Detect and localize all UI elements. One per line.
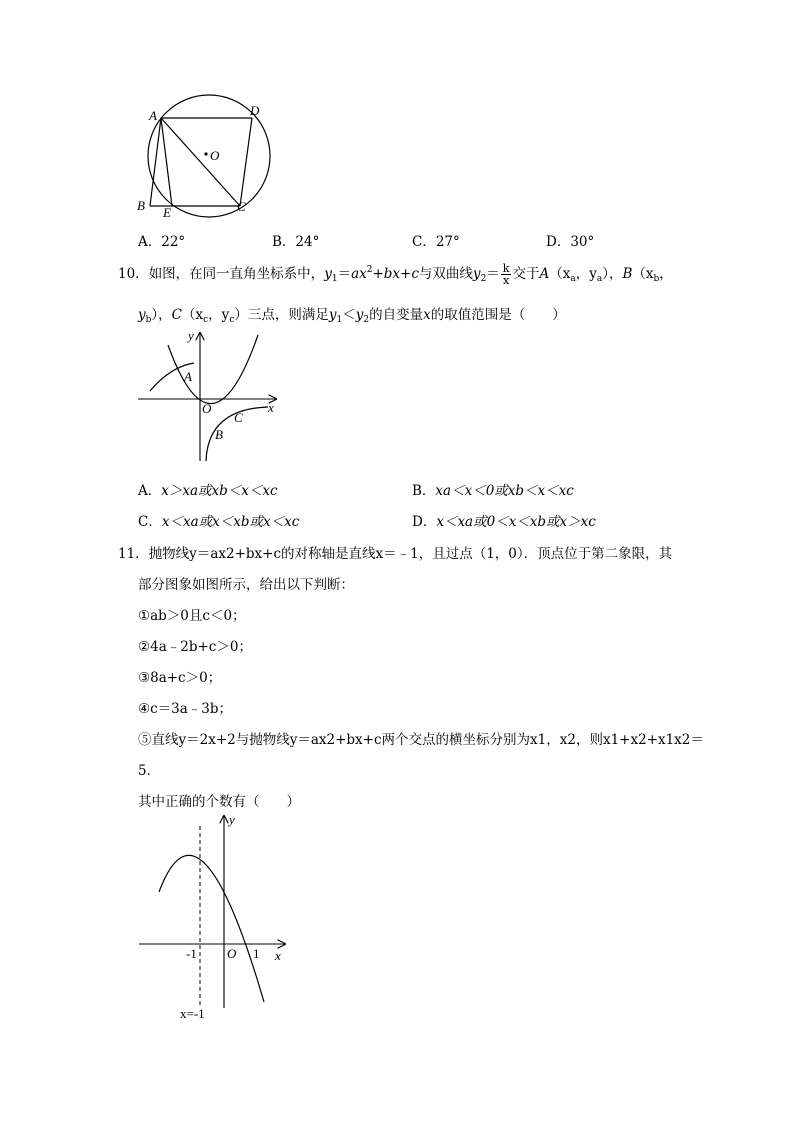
option-label: C． [412, 234, 436, 250]
option-text: x＜xa或x＜xb或x＜xc [161, 514, 300, 530]
sup-2: 2 [366, 265, 373, 275]
option-text: 24° [295, 234, 320, 250]
segment-ae [161, 118, 172, 206]
sub-a: a [596, 274, 603, 284]
label-e: E [163, 205, 171, 220]
var-x: x [423, 307, 431, 323]
label-x: x [268, 400, 274, 415]
item-mark: ⑤ [138, 732, 152, 748]
item-text: ab＞0且c＜0； [150, 608, 246, 624]
q10-number: 10． [118, 266, 149, 282]
option-label: B． [272, 234, 296, 250]
q11-stem-line2 [138, 573, 354, 593]
q11-stem-line1 [118, 542, 672, 562]
option-label: A． [138, 234, 162, 250]
q11-item-3 [138, 666, 221, 686]
comma: ， [659, 266, 673, 282]
option-text: 27° [435, 234, 460, 250]
frac-den: x [503, 274, 510, 287]
q10-text: 的自变量 [369, 307, 424, 323]
coord: ，y [575, 266, 597, 282]
option-text: xa＜x＜0或xb＜x＜xc [435, 483, 574, 499]
item-mark: ② [138, 639, 151, 655]
equals: ＝ [337, 266, 352, 282]
q9-circle-figure [130, 98, 270, 222]
frac-num: k [502, 262, 510, 275]
q10-text: 如图，在同一直角坐标系中， [148, 266, 325, 282]
label-neg1: -1 [186, 946, 197, 961]
q9-option-c[interactable] [412, 230, 460, 250]
q10-text: 交于 [512, 266, 540, 282]
coord: ）， [602, 266, 623, 282]
label-axis-eq: x=-1 [180, 1006, 205, 1021]
coord: （x [549, 266, 571, 282]
q11-number: 11． [118, 546, 149, 562]
q11-item-4 [138, 697, 232, 717]
option-label: A． [138, 483, 162, 499]
option-label: D． [412, 514, 437, 530]
label-o: O [202, 401, 212, 416]
label-o: O [227, 946, 237, 961]
point-b: B [622, 266, 633, 282]
item-text: 直线y＝2x+2与抛物线y＝ax2+bx+c两个交点的横坐标分别为x1，x2，则x1+x2+x1x2＝ [151, 732, 704, 748]
q9-option-d[interactable] [546, 230, 594, 250]
q11-text: 部分图象如图所示，给出以下判断： [138, 577, 354, 593]
q10-graph-figure [130, 327, 285, 467]
coord: （x [182, 307, 204, 323]
item-text: c＝3a﹣3b； [150, 701, 233, 717]
q10-option-b[interactable] [412, 479, 574, 499]
label-y: y [188, 328, 194, 343]
coord: ）， [151, 307, 172, 323]
sub-2: 2 [363, 315, 370, 325]
segment-ab [150, 118, 161, 206]
less-than: ＜ [342, 307, 356, 323]
var-y: y [472, 266, 481, 282]
q10-option-d[interactable] [412, 510, 596, 530]
option-label: B． [412, 483, 436, 499]
q11-item-2 [138, 635, 252, 655]
sub-b: b [653, 274, 660, 284]
sub-2: 2 [480, 274, 487, 284]
option-label: D． [546, 234, 571, 250]
segment-dc [240, 118, 252, 206]
coord: ，y [208, 307, 230, 323]
q9-option-a[interactable] [138, 230, 185, 250]
q11-item-5 [138, 728, 704, 748]
equals: ＝ [486, 266, 500, 282]
q10-option-c[interactable] [138, 510, 299, 530]
q9-option-b[interactable] [272, 230, 319, 250]
center-dot [204, 152, 207, 155]
sub-c: c [229, 315, 235, 325]
label-o: O [210, 148, 220, 163]
option-text: x＜xa或0＜x＜xb或x＞xc [436, 514, 596, 530]
label-c: C [234, 410, 243, 425]
q10-text: ）三点，则满足 [234, 307, 329, 323]
q11-item-1 [138, 604, 246, 624]
q11-question [138, 790, 300, 810]
q10-option-a[interactable] [138, 479, 278, 499]
q10-text: 的取值范围是（ ） [430, 307, 566, 323]
label-x: x [275, 948, 281, 963]
var-y: y [138, 307, 146, 323]
sub-a: a [570, 274, 576, 284]
parabola-curve [159, 855, 264, 1002]
label-y: y [229, 812, 235, 827]
var-y: y [355, 307, 364, 323]
q10-text: 与双曲线 [418, 266, 473, 282]
option-text: 30° [570, 234, 595, 250]
q11-item-5-cont [138, 759, 160, 779]
item-text: 4a﹣2b+c＞0； [150, 639, 252, 655]
sub-b: b [145, 315, 152, 325]
q11-text: 其中正确的个数有（ ） [138, 794, 300, 810]
sub-1: 1 [331, 274, 338, 284]
q10-stem-line2 [138, 303, 566, 325]
option-label: C． [138, 514, 162, 530]
item-mark: ④ [138, 701, 151, 717]
label-c: C [237, 199, 246, 214]
var-y: y [328, 307, 337, 323]
sub-c: c [203, 315, 209, 325]
term-ax: ax [351, 266, 367, 282]
label-d: D [250, 103, 260, 118]
segment-ac [161, 118, 240, 206]
option-text: x＞xa或xb＜x＜xc [161, 483, 278, 499]
option-text: 22° [161, 234, 186, 250]
label-a: A [149, 108, 157, 123]
q11-text: 抛物线y＝ax2+bx+c的对称轴是直线x＝﹣1，且过点（1，0）．顶点位于第二象限，其 [148, 546, 673, 562]
label-b: B [215, 427, 223, 442]
label-one: 1 [253, 946, 260, 961]
var-y: y [324, 266, 332, 282]
item-text: 8a+c＞0； [150, 670, 222, 686]
fraction-k-over-x [501, 263, 512, 286]
label-b: B [137, 198, 145, 213]
q11-parabola-figure [133, 812, 293, 1022]
label-a: A [184, 369, 192, 384]
parabola-curve [168, 335, 258, 404]
item-mark: ③ [138, 670, 151, 686]
item-mark: ① [138, 608, 151, 624]
q10-stem-line1 [118, 262, 673, 286]
sub-1: 1 [336, 315, 343, 325]
point-a: A [539, 266, 550, 282]
point-c: C [171, 307, 182, 323]
term-bxc: +bx+c [372, 266, 419, 282]
coord: （x [632, 266, 654, 282]
item-text: 5． [138, 763, 161, 779]
